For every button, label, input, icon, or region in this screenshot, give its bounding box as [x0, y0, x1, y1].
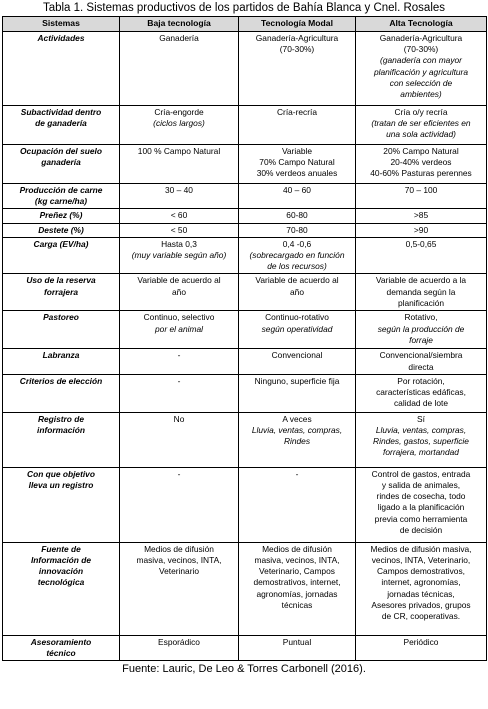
cell-line: Rotativo,	[404, 312, 438, 323]
row-label	[3, 32, 120, 106]
cell-line: Control de gastos, entrada	[371, 468, 471, 479]
table-row	[3, 311, 487, 349]
source-footer: Fuente: Lauric, De Leo & Torres Carbonell (2016).	[122, 663, 366, 676]
cell-line: según la producción de	[377, 323, 465, 334]
row-label-line: Información de	[30, 555, 92, 566]
cell-baja	[120, 237, 239, 274]
cell-alta	[356, 349, 487, 374]
row-label	[3, 223, 120, 237]
row-label	[3, 467, 120, 542]
table-row	[3, 145, 487, 184]
cell-baja	[120, 106, 239, 145]
cell-line: demanda según la	[386, 286, 456, 297]
cell-baja	[120, 32, 239, 106]
cell-line: año	[290, 286, 304, 297]
table-row	[3, 223, 487, 237]
cell-line: por el animal	[155, 323, 203, 334]
cell-line: 70% Campo Natural	[259, 157, 335, 168]
cell-line: Ganadería-Agricultura	[379, 33, 463, 43]
cell-line: internet, agronomías,	[381, 577, 461, 588]
cell-line: Variable de acuerdo al	[137, 275, 221, 286]
row-label	[3, 106, 120, 145]
cell-line: >85	[413, 210, 429, 221]
table-caption: Tabla 1. Sistemas productivos de los partidos de Bahía Blanca y Cnel. Rosales	[42, 2, 446, 14]
cell-line: Asesores privados, grupos	[371, 599, 471, 610]
cell-modal	[239, 374, 356, 412]
row-label-line: Con que objetivo	[27, 468, 95, 479]
cell-line: Convencional/siembra	[379, 350, 463, 361]
cell-line: y salida de animales,	[381, 480, 461, 491]
cell-line: según operatividad	[261, 323, 333, 334]
cell-line: No	[173, 413, 185, 424]
cell-line: técnicas	[281, 599, 313, 610]
row-label-line: (kg carne/ha)	[34, 196, 88, 207]
table-row	[3, 106, 487, 145]
cell-line: 0,4 -0,6	[282, 238, 312, 249]
cell-line: de CR, cooperativas.	[381, 611, 461, 622]
cell-baja	[120, 349, 239, 374]
cell-line: 20-40% verdeos	[390, 157, 452, 168]
cell-line: (tratan de ser eficientes en	[371, 118, 471, 129]
cell-line: 30 – 40	[165, 185, 193, 195]
cell-line: Cría o/y recría	[394, 107, 448, 117]
row-label	[3, 542, 120, 635]
cell-line: -	[177, 468, 181, 479]
cell-alta	[356, 145, 487, 184]
cell-alta	[356, 184, 487, 209]
row-label	[3, 274, 120, 311]
cell-modal	[239, 209, 356, 223]
cell-line: 20% Campo Natural	[383, 146, 459, 156]
row-label-line: Ocupación del suelo	[20, 146, 102, 156]
cell-line: Veterinario, Campos	[259, 566, 335, 577]
row-label-line: Destete (%)	[38, 224, 84, 235]
cell-line: Sí	[417, 413, 425, 424]
cell-line: 30% verdeos anuales	[256, 168, 338, 179]
cell-alta	[356, 32, 487, 106]
cell-modal	[239, 412, 356, 467]
cell-line: Cría-engorde	[154, 107, 204, 117]
table-row	[3, 467, 487, 542]
cell-line: Lluvia, ventas, compras,	[251, 425, 343, 436]
table-row	[3, 412, 487, 467]
cell-alta	[356, 274, 487, 311]
row-label-line: Fuente de	[41, 543, 81, 554]
cell-line: de decisión	[399, 524, 443, 535]
cell-line: Esporádico	[158, 636, 200, 647]
row-label	[3, 184, 120, 209]
row-label-line: Pastoreo	[43, 312, 79, 323]
cell-line: Lluvia, ventas, compras,	[375, 425, 467, 436]
cell-line: masiva, vecinos, INTA,	[254, 555, 340, 566]
table-row	[3, 635, 487, 660]
row-label-line: técnico	[46, 648, 76, 659]
cell-line: Variable de acuerdo a la	[375, 275, 467, 286]
cell-line: >90	[413, 224, 429, 235]
row-label	[3, 209, 120, 223]
cell-alta	[356, 106, 487, 145]
cell-line: (70-30%)	[279, 44, 315, 55]
cell-alta	[356, 223, 487, 237]
cell-modal	[239, 467, 356, 542]
cell-alta	[356, 374, 487, 412]
row-label	[3, 635, 120, 660]
cell-line: Convencional	[271, 350, 323, 361]
row-label-line: ganadería	[41, 157, 81, 168]
cell-line: planificación y agricultura	[373, 66, 469, 77]
cell-line: Rindes, gastos, superficie	[373, 436, 469, 447]
cell-alta	[356, 311, 487, 349]
cell-line: Ganadería-Agricultura	[255, 33, 339, 43]
cell-line: agronomías, jornadas	[256, 588, 338, 599]
cell-line: Medios de difusión masiva,	[370, 543, 472, 554]
cell-modal	[239, 311, 356, 349]
cell-line: Ninguno, superficie fija	[254, 375, 340, 386]
row-label-line: Producción de carne	[19, 185, 103, 195]
cell-line: A veces	[282, 413, 312, 424]
table-row	[3, 32, 487, 106]
row-label-line: Carga (EV/ha)	[33, 238, 89, 249]
cell-baja	[120, 223, 239, 237]
cell-line: < 50	[170, 224, 188, 235]
cell-modal	[239, 32, 356, 106]
cell-baja	[120, 145, 239, 184]
cell-alta	[356, 635, 487, 660]
cell-modal	[239, 274, 356, 311]
table-row	[3, 209, 487, 223]
cell-line: 100 % Campo Natural	[137, 146, 221, 156]
cell-line: (muy variable según año)	[131, 250, 227, 261]
cell-line: año	[172, 286, 186, 297]
cell-line: (ciclos largos)	[153, 118, 205, 129]
table-row	[3, 542, 487, 635]
cell-line: demostrativos, internet,	[253, 577, 341, 588]
cell-line: Medios de difusión	[262, 543, 332, 554]
header-alta-tecnologia: Alta Tecnología	[356, 17, 487, 32]
row-label-line: Registro de	[37, 413, 85, 424]
cell-modal	[239, 237, 356, 274]
cell-line: una sola actividad)	[386, 129, 456, 140]
cell-line: (70-30%)	[403, 44, 439, 55]
row-label-line: Criterios de elección	[19, 375, 103, 386]
row-label-line: tecnológica	[37, 577, 85, 588]
cell-line: 40 – 60	[283, 185, 311, 195]
row-label-line: Asesoramiento	[30, 636, 92, 647]
cell-line: masiva, vecinos, INTA,	[136, 555, 222, 566]
cell-alta	[356, 467, 487, 542]
cell-baja	[120, 209, 239, 223]
cell-line: 0,5-0,65	[405, 238, 437, 249]
row-label-line: Labranza	[42, 350, 80, 361]
cell-modal	[239, 184, 356, 209]
cell-baja	[120, 635, 239, 660]
cell-baja	[120, 374, 239, 412]
cell-line: de los recursos)	[267, 261, 327, 272]
row-label	[3, 145, 120, 184]
cell-line: Continuo-rotativo	[265, 312, 329, 323]
table-row	[3, 374, 487, 412]
cell-modal	[239, 635, 356, 660]
row-label-line: lleva un registro	[28, 480, 94, 491]
header-sistemas: Sistemas	[3, 17, 120, 32]
cell-line: Puntual	[282, 636, 312, 647]
cell-line: forrajera, mortandad	[383, 447, 459, 458]
cell-alta	[356, 412, 487, 467]
cell-baja	[120, 184, 239, 209]
cell-modal	[239, 223, 356, 237]
cell-line: ligado a la planificación	[377, 502, 465, 513]
cell-alta	[356, 237, 487, 274]
cell-line: forraje	[409, 334, 433, 345]
production-systems-table	[2, 16, 487, 661]
cell-line: planificación	[397, 297, 445, 308]
row-label-line: Uso de la reserva	[26, 275, 96, 286]
cell-line: Variable	[281, 146, 313, 156]
cell-line: -	[295, 468, 299, 479]
cell-line: con selección de	[389, 77, 453, 88]
cell-baja	[120, 412, 239, 467]
cell-alta	[356, 542, 487, 635]
row-label-line: Actividades	[37, 33, 85, 43]
cell-modal	[239, 106, 356, 145]
header-baja-tecnologia: Baja tecnología	[120, 17, 239, 32]
cell-line: 40-60% Pasturas perennes	[370, 168, 472, 179]
table-row	[3, 274, 487, 311]
table-row	[3, 184, 487, 209]
row-label-line: Preñez (%)	[39, 210, 83, 221]
cell-alta	[356, 209, 487, 223]
cell-line: 70-80	[286, 224, 308, 235]
cell-line: ambientes)	[400, 89, 442, 100]
row-label	[3, 374, 120, 412]
table-row	[3, 349, 487, 374]
row-label	[3, 311, 120, 349]
cell-line: Veterinario	[158, 566, 200, 577]
cell-line: Variable de acuerdo al	[255, 275, 339, 286]
row-label-line: innovación	[38, 566, 84, 577]
row-label	[3, 412, 120, 467]
cell-modal	[239, 542, 356, 635]
cell-line: directa	[408, 361, 434, 372]
cell-baja	[120, 274, 239, 311]
cell-line: rindes de cosecha, todo	[376, 491, 466, 502]
cell-line: 60-80	[286, 210, 308, 221]
cell-line: < 60	[170, 210, 188, 221]
cell-line: Periódico	[403, 636, 439, 647]
cell-line: Hasta 0,3	[161, 238, 197, 249]
cell-baja	[120, 542, 239, 635]
table-row	[3, 237, 487, 274]
cell-line: Por rotación,	[397, 375, 445, 386]
cell-line: jornadas técnicas,	[387, 588, 455, 599]
cell-line: Campos demostrativos,	[377, 566, 465, 577]
header-row	[3, 17, 487, 32]
cell-line: Cría-recría	[276, 107, 318, 117]
cell-modal	[239, 145, 356, 184]
row-label-line: de ganadería	[35, 118, 87, 129]
cell-line: (sobrecargado en función	[249, 250, 345, 261]
row-label	[3, 349, 120, 374]
row-label-line: forrajera	[44, 286, 78, 297]
cell-line: 70 – 100	[404, 185, 438, 195]
cell-line: Rindes	[283, 436, 311, 447]
row-label-line: Subactividad dentro	[20, 107, 102, 117]
cell-modal	[239, 349, 356, 374]
cell-line: calidad de lote	[393, 398, 448, 409]
cell-line: características edáficas,	[376, 387, 466, 398]
row-label-line: información	[37, 425, 85, 436]
cell-line: Continuo, selectivo	[143, 312, 215, 323]
cell-line: previa como herramienta	[374, 513, 468, 524]
cell-baja	[120, 311, 239, 349]
cell-line: vecinos, INTA, Veterinario,	[371, 555, 471, 566]
row-label	[3, 237, 120, 274]
cell-line: (ganadería con mayor	[380, 55, 462, 66]
cell-line: -	[177, 350, 181, 361]
cell-line: Ganadería	[159, 33, 199, 43]
cell-line: Medios de difusión	[144, 543, 214, 554]
header-tecnologia-modal: Tecnología Modal	[239, 17, 356, 32]
cell-baja	[120, 467, 239, 542]
cell-line: -	[177, 375, 181, 386]
